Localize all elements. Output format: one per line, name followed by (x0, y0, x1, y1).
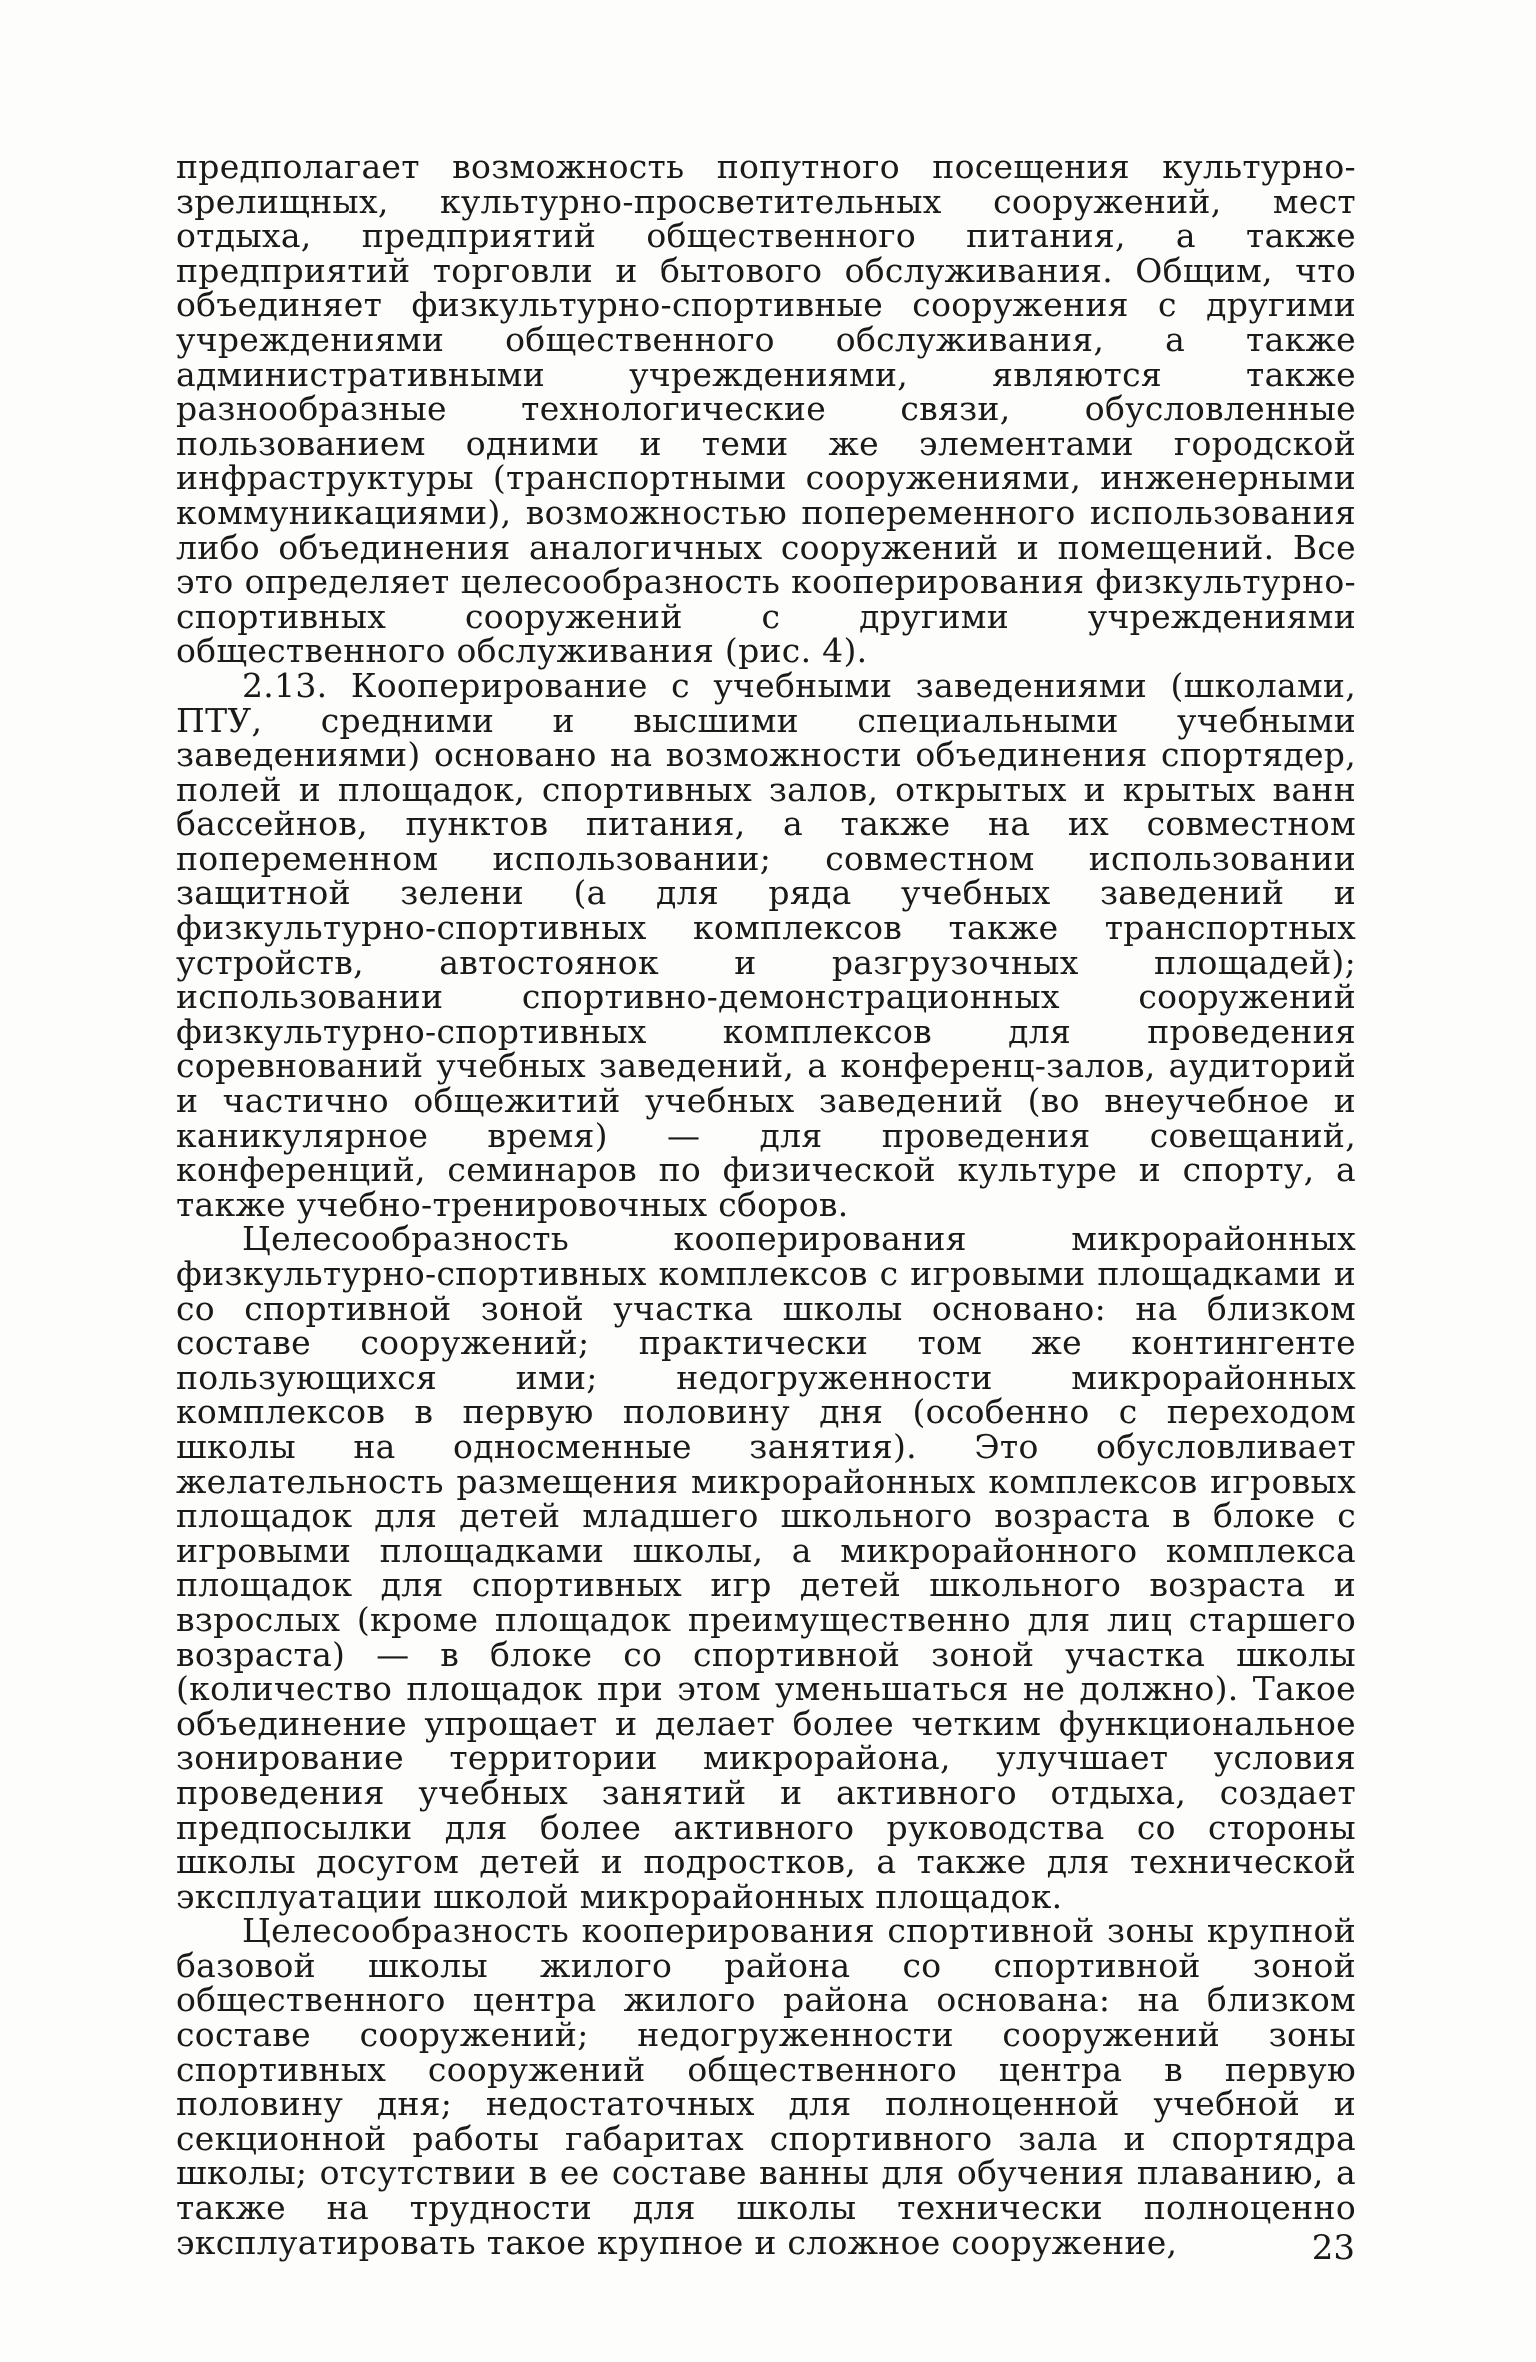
paragraph-intro: предполагает возможность попутного посещения культурно-зрелищных, культурно-просветительных сооружений, мест отдыха, предприятий общественного питания, а также предприятий торговли и бытового обслуживания. Общим, что объединяет физкультурно-спортивные сооружения с другими учреждениями общественного обслуживания, а также административными учреждениями, являются также разнообразные технологические связи, обусловленные пользованием одними и теми же элементами городской инфраструктуры (транспортными сооружениями, инженерными коммуникациями), возможностью попеременного использования либо объединения аналогичных сооружений и помещений. Все это определяет целесообразность кооперирования физкультурно-спортивных сооружений с другими учреждениями общественного обслуживания (рис. 4). (176, 147, 1356, 671)
paragraph-base-school: Целесообразность кооперирования спортивной зоны крупной базовой школы жилого района со спортивной зоной общественного центра жилого района основана: на близком составе сооружений; недогруженности сооружений зоны спортивных сооружений общественного центра в первую половину дня; недостаточных для полноценной учебной и секционной работы габаритах спортивного зала и спортядра школы; отсутствии в ее составе ванны для обучения плаванию, а также на трудности для школы технически полноценно эксплуатировать такое крупное и сложное сооружение, (176, 1911, 1356, 2262)
body-text (176, 147, 1356, 2262)
paragraph-microdistrict: Целесообразность кооперирования микрорайонных физкультурно-спортивных комплексов с игровыми площадками и со спортивной зоной участка школы основано: на близком составе сооружений; практически том же контингенте пользующихся ими; недогруженности микрорайонных комплексов в первую половину дня (особенно с переходом школы на односменные занятия). Это обусловливает желательность размещения микрорайонных комплексов игровых площадок для детей младшего школьного возраста в блоке с игровыми площадками школы, а микрорайонного комплекса площадок для спортивных игр детей школьного возраста и взрослых (кроме площадок преимущественно для лиц старшего возраста) — в блоке со спортивной зоной участка школы (количество площадок при этом уменьшаться не должно). Такое объединение упрощает и делает более четким функциональное зонирование территории микрорайона, улучшает условия проведения учебных занятий и активного отдыха, создает предпосылки для более активного руководства со стороны школы досугом детей и подростков, а также для технической эксплуатации школой микрорайонных площадок. (176, 1219, 1356, 1916)
paragraph-2-13: 2.13. Кооперирование с учебными заведениями (школами, ПТУ, средними и высшими специальными учебными заведениями) основано на возможности объединения спортядер, полей и площадок, спортивных залов, открытых и крытых ванн бассейнов, пунктов питания, а также на их совместном попеременном использовании; совместном использовании защитной зелени (а для ряда учебных заведений и физкультурно-спортивных комплексов также транспортных устройств, автостоянок и разгрузочных площадей); использовании спортивно-демонстрационных сооружений физкультурно-спортивных комплексов для проведения соревнований учебных заведений, а конференц-залов, аудиторий и частично общежитий учебных заведений (во внеучебное и каникулярное время) — для проведения совещаний, конференций, семинаров по физической культуре и спорту, а также учебно-тренировочных сборов. (176, 665, 1356, 1224)
page-number: 23 (1311, 2228, 1355, 2268)
